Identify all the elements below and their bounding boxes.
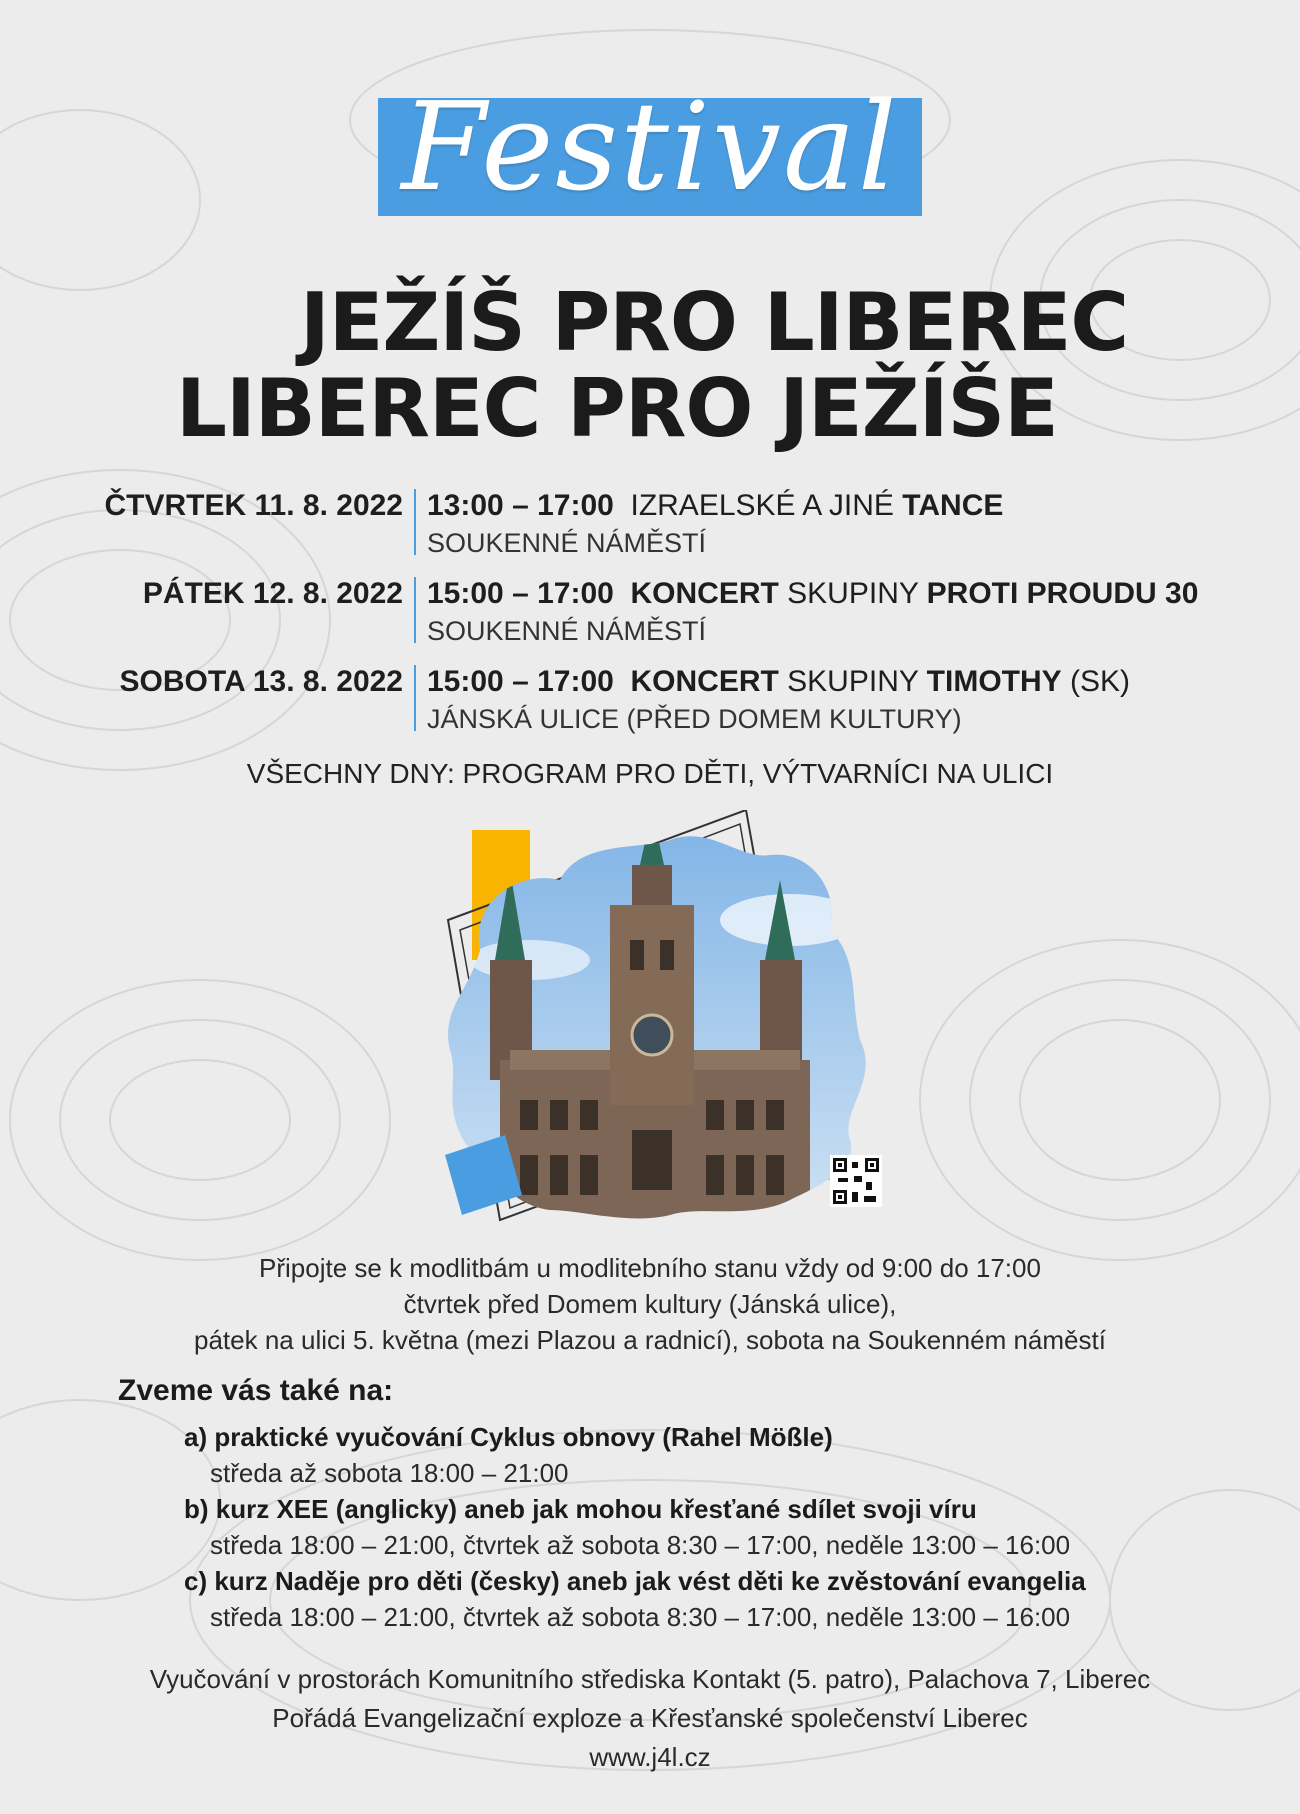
course-time: středa až sobota 18:00 – 21:00 — [210, 1458, 569, 1488]
schedule-row — [0, 573, 1300, 661]
footer-url[interactable]: www.j4l.cz — [589, 1742, 711, 1772]
schedule-divider — [414, 577, 416, 643]
schedule-place: JÁNSKÁ ULICE (PŘED DOMEM KULTURY) — [427, 704, 962, 734]
invite-title: Zveme vás také na: — [118, 1374, 394, 1407]
schedule-day: PÁTEK 12. 8. 2022 — [142, 577, 403, 610]
footer-organizer: Pořádá Evangelizační exploze a Křesťanské společenství Liberec — [272, 1703, 1028, 1733]
schedule-divider — [414, 665, 416, 731]
schedule-time: 15:00 – 17:00 — [427, 577, 614, 610]
course-title: b) kurz XEE (anglicky) aneb jak mohou křesťané sdílet svoji víru — [184, 1494, 977, 1524]
schedule-divider — [414, 489, 416, 555]
schedule-bold: KONCERT — [630, 665, 779, 698]
qr-code-icon — [830, 1155, 882, 1207]
schedule-row — [0, 661, 1300, 749]
schedule-time: 15:00 – 17:00 — [427, 665, 614, 698]
schedule-bold: KONCERT — [630, 577, 779, 610]
schedule-event — [427, 665, 1130, 699]
footer-venue: Vyučování v prostorách Komunitního střediska Kontakt (5. patro), Palachova 7, Liberec — [149, 1664, 1151, 1694]
headline-line-2: LIBEREC PRO JEŽÍŠE — [176, 362, 1058, 455]
schedule-place: SOUKENNÉ NÁMĚSTÍ — [427, 528, 707, 558]
festival-title: Festival — [401, 76, 899, 218]
town-hall-photo — [410, 810, 900, 1230]
headline-line-1: JEŽÍŠ PRO LIBEREC — [300, 276, 1129, 369]
all-days-note: VŠECHNY DNY: PROGRAM PRO DĚTI, VÝTVARNÍCI NA ULICI — [246, 758, 1054, 789]
course-time: středa 18:00 – 21:00, čtvrtek až sobota 8:30 – 17:00, neděle 13:00 – 16:00 — [210, 1602, 1071, 1632]
schedule-bold: PROTI PROUDU 30 — [926, 577, 1199, 610]
prayer-line: pátek na ulici 5. května (mezi Plazou a radnicí), sobota na Soukenném náměstí — [194, 1325, 1106, 1355]
schedule-event — [427, 489, 1003, 523]
schedule-row — [0, 485, 1300, 573]
schedule-text: IZRAELSKÉ A JINÉ — [630, 489, 903, 522]
course-title: c) kurz Naděje pro děti (česky) aneb jak vést děti ke zvěstování evangelia — [184, 1566, 1086, 1596]
schedule-bold: TANCE — [902, 489, 1004, 522]
schedule-event — [427, 577, 1198, 611]
footer — [0, 1660, 1300, 1777]
schedule-time: 13:00 – 17:00 — [427, 489, 614, 522]
schedule-text: SKUPINY — [778, 577, 927, 610]
prayer-info — [0, 1250, 1300, 1358]
schedule-text: (SK) — [1061, 665, 1131, 698]
course-title: a) praktické vyučování Cyklus obnovy (Rahel Mößle) — [184, 1422, 833, 1452]
prayer-line: čtvrtek před Domem kultury (Jánská ulice), — [403, 1289, 897, 1319]
schedule-day: ČTVRTEK 11. 8. 2022 — [104, 489, 403, 522]
schedule-place: SOUKENNÉ NÁMĚSTÍ — [427, 616, 707, 646]
schedule — [0, 485, 1300, 749]
schedule-text: SKUPINY — [778, 665, 927, 698]
schedule-bold: TIMOTHY — [926, 665, 1062, 698]
schedule-day: SOBOTA 13. 8. 2022 — [119, 665, 403, 698]
course-time: středa 18:00 – 21:00, čtvrtek až sobota 8:30 – 17:00, neděle 13:00 – 16:00 — [210, 1530, 1071, 1560]
prayer-line: Připojte se k modlitbám u modlitebního stanu vždy od 9:00 do 17:00 — [259, 1253, 1041, 1283]
